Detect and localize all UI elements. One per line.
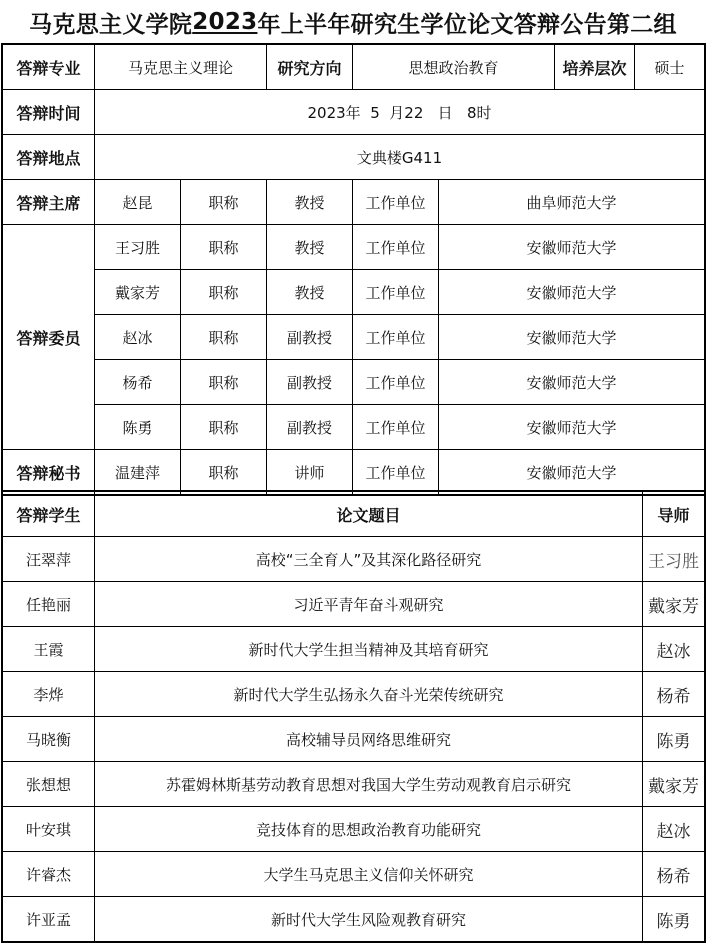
time-row — [3, 90, 705, 135]
member-name: 杨希 — [95, 360, 181, 405]
title-year: 2023 — [192, 9, 258, 35]
chair-name: 赵昆 — [95, 180, 181, 225]
member-unit: 安徽师范大学 — [439, 225, 705, 270]
student-header: 答辩学生 — [3, 492, 95, 537]
member-unit: 安徽师范大学 — [439, 360, 705, 405]
place-value: 文典楼G411 — [95, 135, 705, 180]
member-name: 陈勇 — [95, 405, 181, 450]
advisor-name: 王习胜 — [643, 537, 705, 582]
member-row — [3, 270, 705, 315]
student-row — [3, 582, 705, 627]
major-row — [3, 45, 705, 90]
student-row — [3, 897, 705, 942]
secretary-name: 温建萍 — [95, 450, 181, 495]
members-label: 答辩委员 — [3, 225, 95, 450]
student-name: 马晓衡 — [3, 717, 95, 762]
chair-rank: 教授 — [267, 180, 353, 225]
level-label: 培养层次 — [555, 45, 635, 90]
time-label: 答辩时间 — [3, 90, 95, 135]
advisor-name: 戴家芳 — [643, 582, 705, 627]
member-row — [3, 225, 705, 270]
student-row — [3, 672, 705, 717]
advisor-name: 陈勇 — [643, 717, 705, 762]
member-name: 赵冰 — [95, 315, 181, 360]
student-name: 叶安琪 — [3, 807, 95, 852]
unit-label: 工作单位 — [353, 450, 439, 495]
thesis-title: 新时代大学生担当精神及其培育研究 — [95, 627, 643, 672]
thesis-title: 新时代大学生风险观教育研究 — [95, 897, 643, 942]
level-value: 硕士 — [635, 45, 705, 90]
student-row — [3, 807, 705, 852]
chair-unit: 曲阜师范大学 — [439, 180, 705, 225]
secretary-unit: 安徽师范大学 — [439, 450, 705, 495]
member-rank: 教授 — [267, 270, 353, 315]
direction-value: 思想政治教育 — [353, 45, 555, 90]
member-name: 戴家芳 — [95, 270, 181, 315]
title-suffix: 年上半年研究生学位论文答辩公告第二组 — [257, 11, 677, 38]
secretary-rank: 讲师 — [267, 450, 353, 495]
title-prefix: 马克思主义学院 — [29, 11, 193, 38]
advisor-name: 杨希 — [643, 672, 705, 717]
member-rank: 副教授 — [267, 405, 353, 450]
secretary-row — [3, 450, 705, 495]
thesis-title: 竞技体育的思想政治教育功能研究 — [95, 807, 643, 852]
student-row — [3, 717, 705, 762]
unit-label: 工作单位 — [353, 180, 439, 225]
title-label: 职称 — [181, 315, 267, 360]
advisor-name: 杨希 — [643, 852, 705, 897]
thesis-title: 大学生马克思主义信仰关怀研究 — [95, 852, 643, 897]
student-name: 王霞 — [3, 627, 95, 672]
student-row — [3, 852, 705, 897]
title-label: 职称 — [181, 270, 267, 315]
time-value: 2023年 5 月22 日 8时 — [95, 90, 705, 135]
member-row — [3, 315, 705, 360]
advisor-name: 赵冰 — [643, 807, 705, 852]
student-name: 许睿杰 — [3, 852, 95, 897]
advisor-name: 陈勇 — [643, 897, 705, 942]
advisor-name: 戴家芳 — [643, 762, 705, 807]
student-name: 汪翠萍 — [3, 537, 95, 582]
thesis-title: 高校“三全育人”及其深化路径研究 — [95, 537, 643, 582]
secretary-label: 答辩秘书 — [3, 450, 95, 495]
unit-label: 工作单位 — [353, 405, 439, 450]
member-unit: 安徽师范大学 — [439, 270, 705, 315]
member-unit: 安徽师范大学 — [439, 405, 705, 450]
thesis-title: 苏霍姆林斯基劳动教育思想对我国大学生劳动观教育启示研究 — [95, 762, 643, 807]
major-label: 答辩专业 — [3, 45, 95, 90]
thesis-title: 高校辅导员网络思维研究 — [95, 717, 643, 762]
student-name: 许亚孟 — [3, 897, 95, 942]
thesis-title: 习近平青年奋斗观研究 — [95, 582, 643, 627]
page-title — [0, 0, 706, 44]
place-row — [3, 135, 705, 180]
defense-info-table — [2, 44, 705, 495]
title-label: 职称 — [181, 360, 267, 405]
students-table — [2, 491, 705, 942]
member-unit: 安徽师范大学 — [439, 315, 705, 360]
unit-label: 工作单位 — [353, 315, 439, 360]
major-value: 马克思主义理论 — [95, 45, 267, 90]
member-rank: 教授 — [267, 225, 353, 270]
title-label: 职称 — [181, 225, 267, 270]
thesis-header: 论文题目 — [95, 492, 643, 537]
students-header-row — [3, 492, 705, 537]
title-label: 职称 — [181, 405, 267, 450]
student-name: 张想想 — [3, 762, 95, 807]
advisor-name: 赵冰 — [643, 627, 705, 672]
unit-label: 工作单位 — [353, 360, 439, 405]
direction-label: 研究方向 — [267, 45, 353, 90]
member-rank: 副教授 — [267, 315, 353, 360]
member-row — [3, 405, 705, 450]
member-rank: 副教授 — [267, 360, 353, 405]
student-name: 李烨 — [3, 672, 95, 717]
student-row — [3, 627, 705, 672]
student-row — [3, 537, 705, 582]
chair-label: 答辩主席 — [3, 180, 95, 225]
unit-label: 工作单位 — [353, 225, 439, 270]
chair-row — [3, 180, 705, 225]
student-name: 任艳丽 — [3, 582, 95, 627]
title-label: 职称 — [181, 180, 267, 225]
member-name: 王习胜 — [95, 225, 181, 270]
title-label: 职称 — [181, 450, 267, 495]
unit-label: 工作单位 — [353, 270, 439, 315]
place-label: 答辩地点 — [3, 135, 95, 180]
student-row — [3, 762, 705, 807]
member-row — [3, 360, 705, 405]
thesis-title: 新时代大学生弘扬永久奋斗光荣传统研究 — [95, 672, 643, 717]
advisor-header: 导师 — [643, 492, 705, 537]
